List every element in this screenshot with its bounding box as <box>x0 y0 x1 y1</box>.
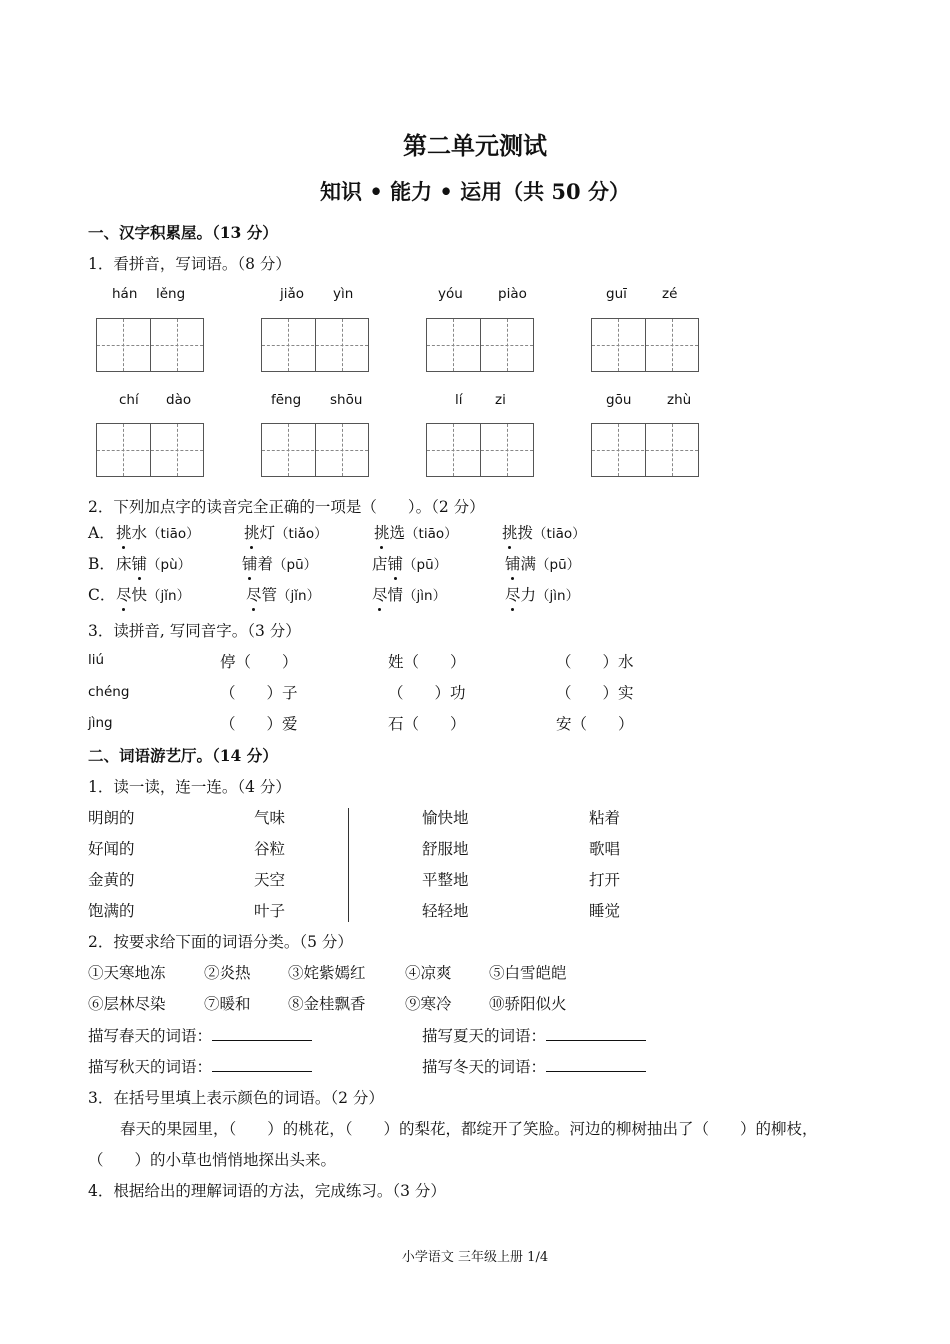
word-rest: 拨 <box>517 524 534 542</box>
dotted-char: 铺 <box>132 552 148 574</box>
homophone-cell[interactable]: 安（ ） <box>556 715 634 733</box>
writing-grid[interactable] <box>261 423 369 477</box>
option-b-word-1 <box>116 552 191 574</box>
writing-grid[interactable] <box>426 423 534 477</box>
pinyin-4a: guī <box>606 286 627 302</box>
writing-grid[interactable] <box>591 423 699 477</box>
option-a-word-4 <box>502 521 586 543</box>
word-pinyin: （pū） <box>403 557 448 573</box>
word-option: ⑨寒冷 <box>405 995 452 1013</box>
summer-blank[interactable] <box>546 1026 646 1041</box>
section-1-heading: 一、汉字积累屋。（13 分） <box>88 223 278 242</box>
page-footer: 小学语文 三年级上册 1/4 <box>401 1250 549 1265</box>
writing-grid[interactable] <box>96 318 204 372</box>
option-a-letter: A． <box>88 524 115 542</box>
match-col2-item[interactable]: 叶子 <box>254 902 286 920</box>
dotted-char: 尽 <box>372 583 388 605</box>
word-rest: 管 <box>261 586 278 604</box>
q2-4-label: 4．根据给出的理解词语的方法，完成练习。（3 分） <box>88 1182 446 1200</box>
dotted-char: 尽 <box>246 583 262 605</box>
option-b-word-2 <box>242 552 317 574</box>
word-pinyin: （pù） <box>147 557 192 573</box>
autumn-label: 描写秋天的词语： <box>88 1058 213 1076</box>
option-c-letter: C． <box>88 586 116 604</box>
page-title: 第二单元测试 <box>403 131 547 160</box>
word-option: ⑧金桂飘香 <box>288 995 366 1013</box>
homophone-pinyin-3: jìng <box>88 715 113 731</box>
homophone-cell[interactable]: 姓（ ） <box>388 653 466 671</box>
homophone-cell[interactable]: 石（ ） <box>388 715 466 733</box>
dotted-char: 铺 <box>388 552 404 574</box>
q2-3-label: 3．在括号里填上表示颜色的词语。（2 分） <box>88 1089 384 1107</box>
match-col3-item[interactable]: 轻轻地 <box>422 902 469 920</box>
match-col3-item[interactable]: 舒服地 <box>422 840 469 858</box>
spring-label: 描写春天的词语： <box>88 1027 213 1045</box>
match-col4-item[interactable]: 粘着 <box>589 809 621 827</box>
word-option: ⑩骄阳似火 <box>489 995 567 1013</box>
homophone-cell[interactable]: （ ）水 <box>556 653 634 671</box>
pinyin-1a: hán <box>112 286 138 302</box>
option-c-word-3 <box>372 583 446 605</box>
option-c-word-1 <box>116 583 190 605</box>
word-pinyin: （pū） <box>536 557 581 573</box>
q2-1-label: 1．读一读，连一连。（4 分） <box>88 778 291 796</box>
word-option: ⑤白雪皑皑 <box>489 964 567 982</box>
word-option: ④凉爽 <box>405 964 452 982</box>
option-a-word-1 <box>116 521 200 543</box>
word-pinyin: （tiāo） <box>405 526 458 542</box>
dotted-char: 挑 <box>374 521 390 543</box>
word-pinyin: （jìn） <box>536 588 580 604</box>
pinyin-7a: lí <box>455 392 463 408</box>
match-col2-item[interactable]: 天空 <box>254 871 286 889</box>
match-col1-item[interactable]: 明朗的 <box>88 809 135 827</box>
word-rest: 选 <box>389 524 406 542</box>
match-col1-item[interactable]: 好闻的 <box>88 840 135 858</box>
word-pinyin: （tiāo） <box>147 526 200 542</box>
q1-1-label: 1．看拼音，写词语。（8 分） <box>88 255 291 273</box>
option-a-word-2 <box>244 521 328 543</box>
match-col1-item[interactable]: 饱满的 <box>88 902 135 920</box>
homophone-cell[interactable]: （ ）实 <box>556 684 634 702</box>
dotted-char: 铺 <box>242 552 258 574</box>
autumn-blank[interactable] <box>212 1057 312 1072</box>
q2-2-label: 2．按要求给下面的词语分类。（5 分） <box>88 933 353 951</box>
word-option: ②炎热 <box>204 964 251 982</box>
spring-words <box>88 1024 312 1046</box>
pinyin-8b: zhù <box>667 392 692 408</box>
match-col3-item[interactable]: 愉快地 <box>422 809 469 827</box>
winter-blank[interactable] <box>546 1057 646 1072</box>
section-2-heading: 二、词语游艺厅。（14 分） <box>88 746 278 765</box>
dotted-char: 挑 <box>502 521 518 543</box>
pinyin-1b: lěng <box>156 286 186 302</box>
spring-blank[interactable] <box>212 1026 312 1041</box>
word-option: ⑥层林尽染 <box>88 995 166 1013</box>
writing-grid[interactable] <box>426 318 534 372</box>
winter-label: 描写冬天的词语： <box>422 1058 547 1076</box>
q2-3-line-2: （ ）的小草也悄悄地探出头来。 <box>88 1151 337 1169</box>
word-rest: 满 <box>520 555 537 573</box>
word-pinyin: （jǐn） <box>277 588 321 604</box>
q1-3-label: 3．读拼音, 写同音字。（3 分） <box>88 622 301 640</box>
dotted-char: 挑 <box>244 521 260 543</box>
homophone-cell[interactable]: （ ）爱 <box>220 715 298 733</box>
homophone-cell[interactable]: （ ）功 <box>388 684 466 702</box>
pinyin-3a: yóu <box>438 286 463 302</box>
word-rest: 力 <box>520 586 537 604</box>
match-col4-item[interactable]: 歌唱 <box>589 840 621 858</box>
dotted-char: 铺 <box>505 552 521 574</box>
word-rest: 情 <box>387 586 404 604</box>
word-pinyin: （pū） <box>273 557 318 573</box>
word-rest: 水 <box>131 524 148 542</box>
pinyin-3b: piào <box>498 286 527 302</box>
word-rest: 灯 <box>259 524 276 542</box>
option-c-word-4 <box>505 583 579 605</box>
match-col2-item[interactable]: 谷粒 <box>254 840 286 858</box>
summer-words <box>422 1024 646 1046</box>
pinyin-7b: zi <box>495 392 506 408</box>
word-option: ①天寒地冻 <box>88 964 166 982</box>
match-col3-item[interactable]: 平整地 <box>422 871 469 889</box>
winter-words <box>422 1055 646 1077</box>
pinyin-5b: dào <box>166 392 192 408</box>
pinyin-8a: gōu <box>606 392 632 408</box>
word-rest: 快 <box>131 586 148 604</box>
homophone-pinyin-1: liú <box>88 652 105 668</box>
word-pinyin: （jǐn） <box>147 588 191 604</box>
column-divider <box>348 808 349 922</box>
q2-3-line-1: 春天的果园里，（ ）的桃花，（ ）的梨花，都绽开了笑脸。河边的柳树抽出了（ ）的柳枝， <box>120 1120 818 1138</box>
word-pre: 床 <box>116 555 132 573</box>
match-col2-item[interactable]: 气味 <box>254 809 286 827</box>
option-a-word-3 <box>374 521 458 543</box>
pinyin-6a: fēng <box>271 392 302 408</box>
pinyin-4b: zé <box>662 286 678 302</box>
pinyin-5a: chí <box>119 392 139 408</box>
dotted-char: 尽 <box>505 583 521 605</box>
pinyin-2b: yìn <box>333 286 354 302</box>
homophone-cell[interactable]: 停（ ） <box>220 653 298 671</box>
page-subtitle: 知识 • 能力 • 运用（共 50 分） <box>320 179 630 204</box>
homophone-pinyin-2: chéng <box>88 684 130 700</box>
word-option: ③姹紫嫣红 <box>288 964 366 982</box>
word-rest: 着 <box>257 555 274 573</box>
match-col1-item[interactable]: 金黄的 <box>88 871 135 889</box>
dotted-char: 尽 <box>116 583 132 605</box>
option-b-letter: B． <box>88 555 115 573</box>
word-pre: 店 <box>372 555 388 573</box>
option-b-word-4 <box>505 552 580 574</box>
match-col4-item[interactable]: 睡觉 <box>589 902 621 920</box>
pinyin-2a: jiǎo <box>280 286 305 302</box>
word-option: ⑦暖和 <box>204 995 251 1013</box>
match-col4-item[interactable]: 打开 <box>589 871 621 889</box>
q1-2-label: 2．下列加点字的读音完全正确的一项是（ ）。（2 分） <box>88 498 485 516</box>
autumn-words <box>88 1055 312 1077</box>
option-c-word-2 <box>246 583 320 605</box>
writing-grid[interactable] <box>261 318 369 372</box>
writing-grid[interactable] <box>96 423 204 477</box>
word-pinyin: （jìn） <box>403 588 447 604</box>
pinyin-6b: shōu <box>330 392 363 408</box>
word-pinyin: （tiǎo） <box>275 526 328 542</box>
summer-label: 描写夏天的词语： <box>422 1027 547 1045</box>
writing-grid[interactable] <box>591 318 699 372</box>
dotted-char: 挑 <box>116 521 132 543</box>
homophone-cell[interactable]: （ ）子 <box>220 684 298 702</box>
option-b-word-3 <box>372 552 447 574</box>
word-pinyin: （tiāo） <box>533 526 586 542</box>
